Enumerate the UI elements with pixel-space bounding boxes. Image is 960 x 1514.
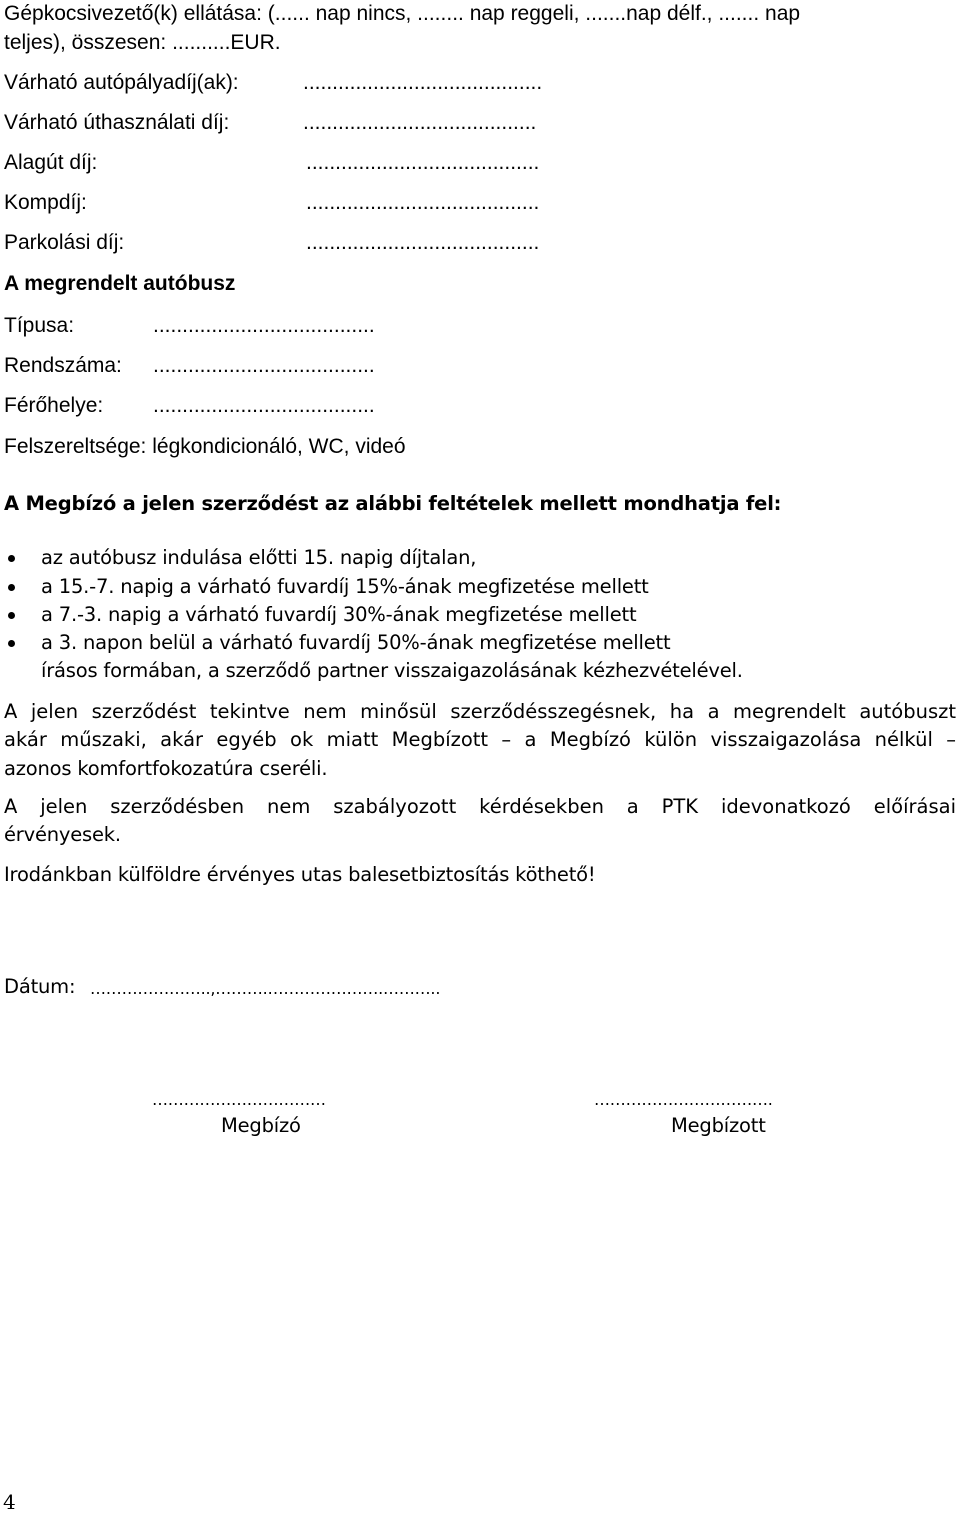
date-value: …………………..,……….………………….………..	[90, 979, 441, 998]
cancellation-item-1: az autóbusz indulása előtti 15. napig díjtalan,	[41, 546, 477, 569]
tunnel-fee-value: ........................................	[306, 151, 540, 174]
signature-line-contractor: …………………………….	[594, 1090, 773, 1109]
bus-plate-label: Rendszáma:	[4, 354, 122, 377]
motorway-fee-label: Várható autópályadíj(ak):	[4, 71, 239, 94]
paragraph-1-line-1: A jelen szerződést tekintve nem minősül szerződésszegésnek, ha a megrendelt autóbuszt	[4, 700, 956, 723]
paragraph-1-line-2: akár műszaki, akár egyéb ok miatt Megbízott – a Megbízó külön visszaigazolása nélkül –	[4, 728, 956, 751]
driver-allowance-line1: Gépkocsivezető(k) ellátása: (...... nap nincs, ........ nap reggeli, .......nap délf., ....... nap	[4, 2, 801, 25]
signature-line-client: ……………………………	[152, 1090, 326, 1109]
bullet-icon	[8, 612, 15, 619]
parking-fee-label: Parkolási díj:	[4, 231, 125, 254]
paragraph-1-line-3: azonos komfortfokozatúra cseréli.	[4, 757, 328, 780]
insurance-note: Irodánkban külföldre érvényes utas balesetbiztosítás köthető!	[4, 863, 596, 886]
cancellation-footer: írásos formában, a szerződő partner visszaigazolásának kézhezvételével.	[41, 659, 743, 682]
bus-type-label: Típusa:	[4, 314, 75, 337]
paragraph-2-line-1: A jelen szerződésben nem szabályozott kérdésekben a PTK idevonatkozó előírásai	[4, 795, 956, 818]
driver-allowance-line2: teljes), összesen: ..........EUR.	[4, 31, 281, 54]
road-use-fee-value: ........................................	[303, 111, 537, 134]
ferry-fee-value: ........................................	[306, 191, 540, 214]
bus-type-value: ......................................	[153, 314, 375, 337]
cancellation-item-4: a 3. napon belül a várható fuvardíj 50%-ának megfizetése mellett	[41, 631, 671, 654]
road-use-fee-label: Várható úthasználati díj:	[4, 111, 230, 134]
ferry-fee-label: Kompdíj:	[4, 191, 87, 214]
bus-plate-value: ......................................	[153, 354, 375, 377]
bullet-icon	[8, 640, 15, 647]
bus-heading: A megrendelt autóbusz	[4, 272, 236, 295]
paragraph-2-line-2: érvényesek.	[4, 823, 121, 846]
date-label: Dátum:	[4, 975, 76, 998]
tunnel-fee-label: Alagút díj:	[4, 151, 98, 174]
bullet-icon	[8, 584, 15, 591]
cancellation-heading: A Megbízó a jelen szerződést az alábbi feltételek mellett mondhatja fel:	[4, 492, 782, 515]
motorway-fee-value: .........................................	[303, 71, 543, 94]
bus-seats-label: Férőhelye:	[4, 394, 104, 417]
signature-label-client: Megbízó	[221, 1114, 301, 1137]
bullet-icon	[8, 555, 15, 562]
parking-fee-value: ........................................	[306, 231, 540, 254]
bus-seats-value: ......................................	[153, 394, 375, 417]
cancellation-item-2: a 15.-7. napig a várható fuvardíj 15%-ának megfizetése mellett	[41, 575, 649, 598]
bus-equipment: Felszereltsége: légkondicionáló, WC, videó	[4, 435, 406, 458]
signature-label-contractor: Megbízott	[671, 1114, 766, 1137]
page-number: 4	[3, 1490, 16, 1514]
cancellation-item-3: a 7.-3. napig a várható fuvardíj 30%-ának megfizetése mellett	[41, 603, 637, 626]
